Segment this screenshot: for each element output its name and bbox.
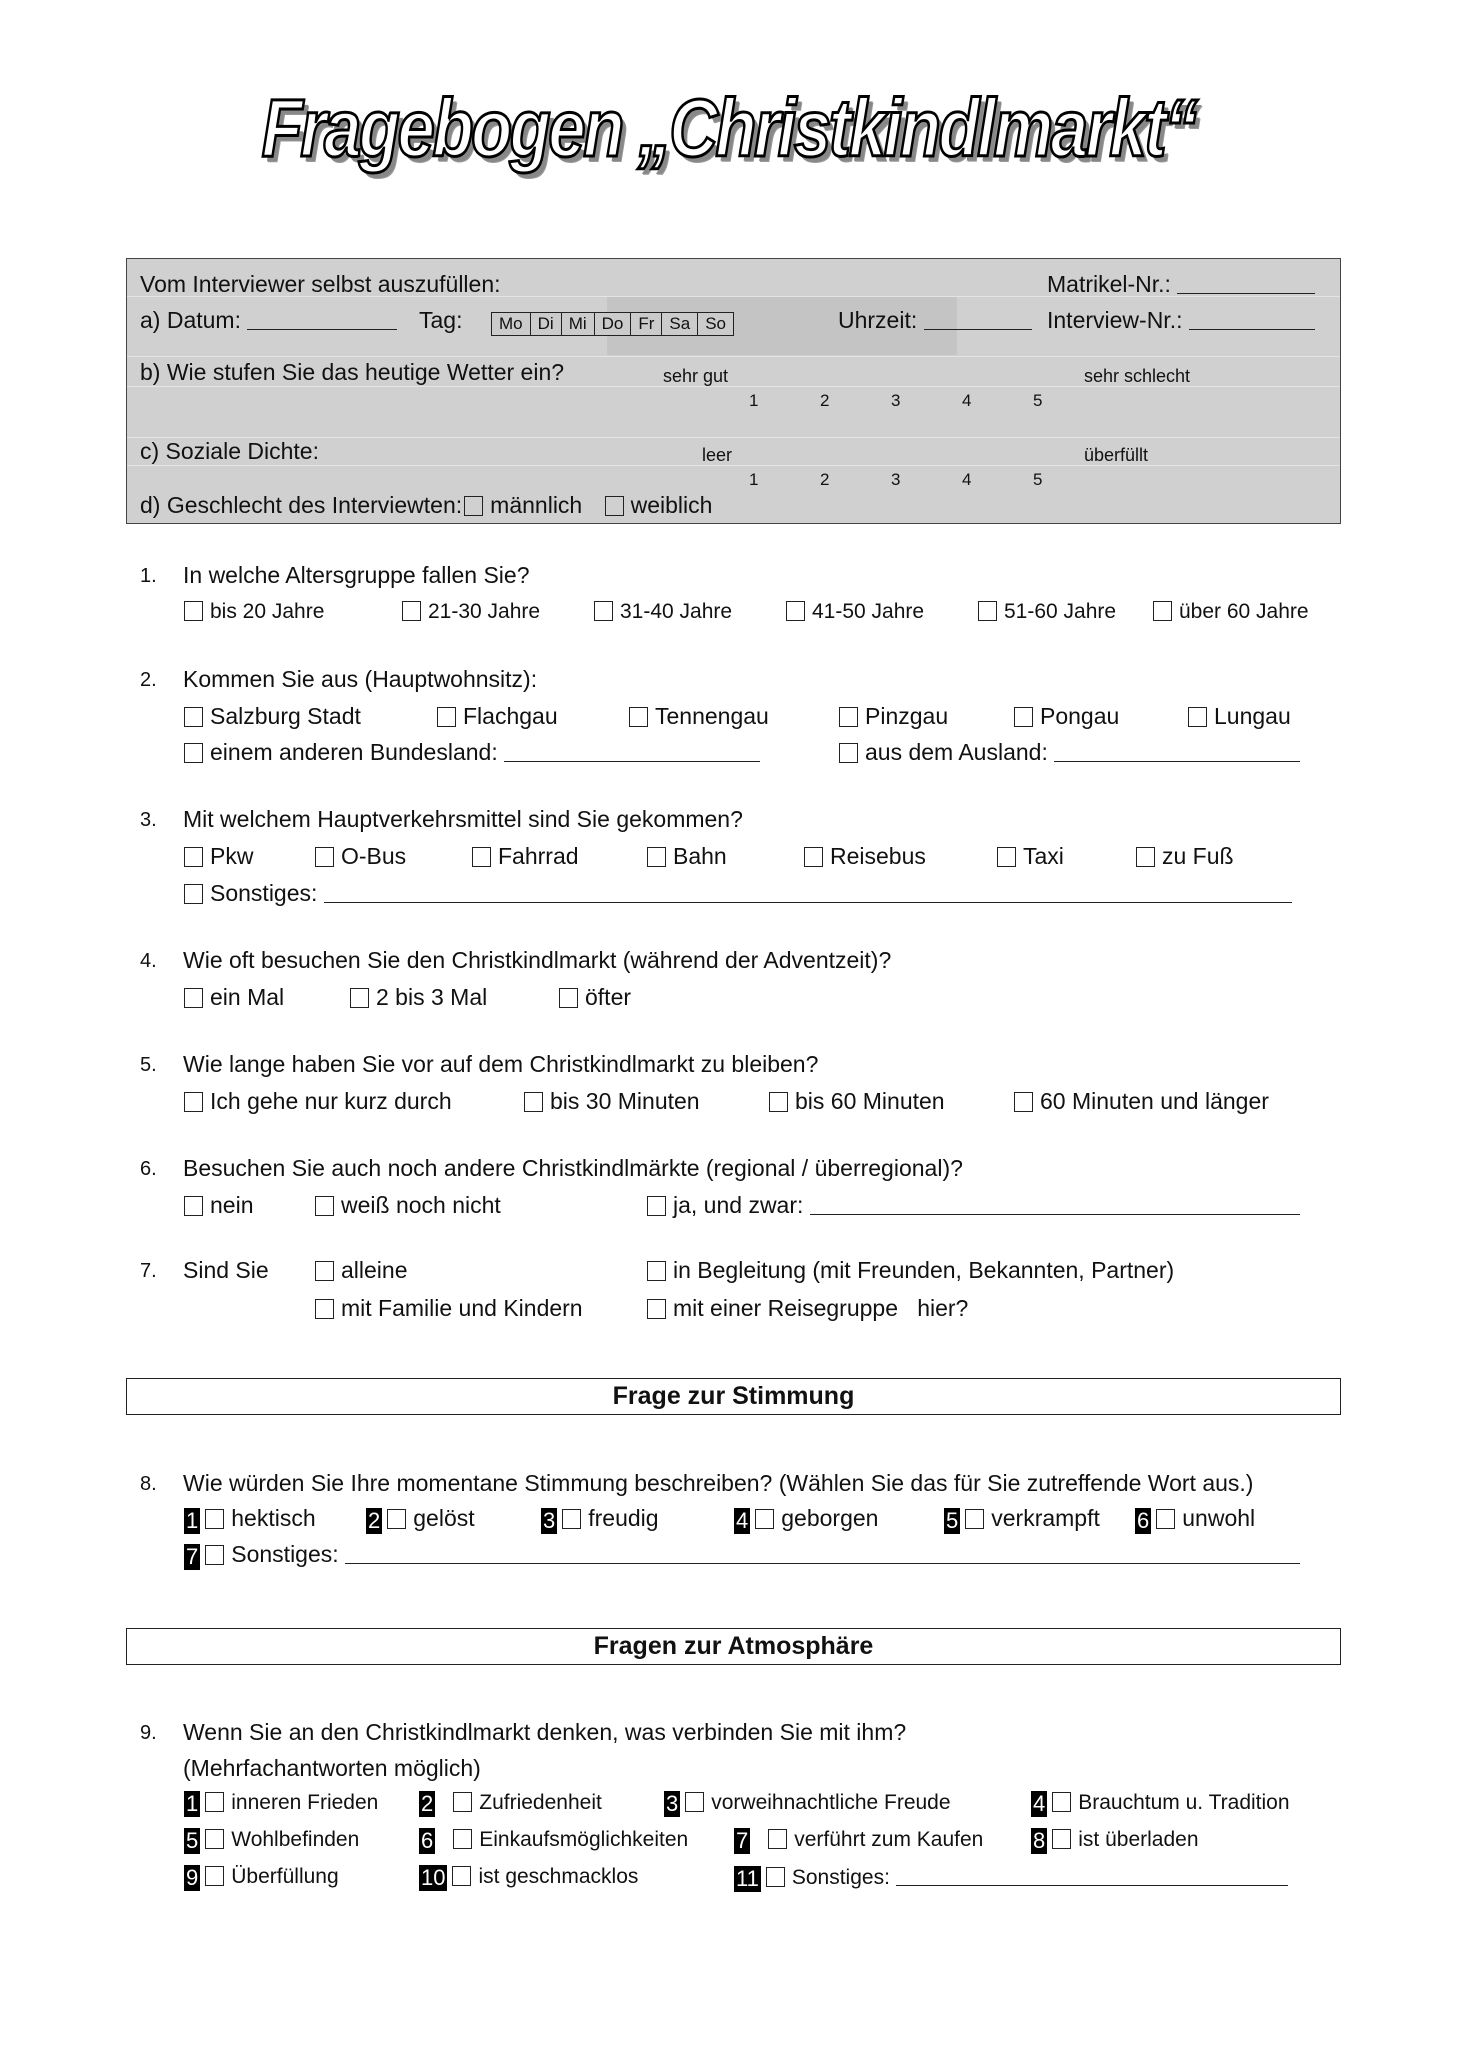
checkbox[interactable] bbox=[184, 988, 203, 1008]
option-weiss-nicht[interactable] bbox=[315, 1192, 501, 1219]
option-label: verkrampft bbox=[991, 1505, 1100, 1531]
density-scale-4[interactable]: 4 bbox=[962, 470, 972, 489]
option-verkrampft[interactable] bbox=[944, 1505, 1100, 1534]
sonstiges-stimmung-input[interactable] bbox=[345, 1543, 1300, 1564]
weather-scale-1[interactable]: 1 bbox=[749, 391, 759, 410]
checkbox[interactable] bbox=[1052, 1829, 1071, 1849]
uhrzeit-input[interactable] bbox=[924, 309, 1032, 330]
option-ja[interactable] bbox=[647, 1192, 1300, 1219]
checkbox[interactable] bbox=[205, 1792, 224, 1812]
option-label: 51-60 Jahre bbox=[1004, 600, 1117, 623]
option-label: bis 30 Minuten bbox=[550, 1088, 700, 1114]
option-label: verführt zum Kaufen bbox=[794, 1828, 984, 1851]
checkbox[interactable] bbox=[1156, 1509, 1175, 1529]
checkbox[interactable] bbox=[184, 601, 203, 621]
option-label: geborgen bbox=[781, 1505, 879, 1531]
weather-high-label: sehr schlecht bbox=[1084, 366, 1191, 386]
checkbox-weiblich[interactable] bbox=[605, 496, 624, 516]
option-label: 2 bis 3 Mal bbox=[376, 984, 488, 1010]
checkbox[interactable] bbox=[205, 1866, 224, 1886]
checkbox[interactable] bbox=[804, 847, 823, 867]
question-number: 2. bbox=[140, 669, 157, 691]
ja-input[interactable] bbox=[810, 1194, 1300, 1215]
checkbox[interactable] bbox=[594, 601, 613, 621]
checkbox[interactable] bbox=[184, 1092, 203, 1112]
option-fahrrad[interactable] bbox=[472, 843, 579, 870]
section-header-stimmung: Frage zur Stimmung bbox=[126, 1378, 1341, 1415]
number-badge: 7 bbox=[736, 1828, 749, 1853]
option-label: Sonstiges: bbox=[231, 1541, 339, 1567]
checkbox[interactable] bbox=[453, 1829, 472, 1849]
checkbox[interactable] bbox=[1014, 1092, 1033, 1112]
option-bis-20[interactable] bbox=[184, 600, 324, 624]
number-badge: 4 bbox=[736, 1508, 749, 1533]
checkbox[interactable] bbox=[647, 1196, 666, 1216]
divider bbox=[127, 356, 1340, 357]
option-geschmacklos[interactable] bbox=[419, 1865, 638, 1891]
option-label: bis 20 Jahre bbox=[210, 600, 325, 623]
option-reisebus[interactable] bbox=[804, 843, 926, 870]
question-number: 5. bbox=[140, 1054, 157, 1076]
interviewer-box bbox=[126, 258, 1341, 524]
number-badge: 2 bbox=[421, 1791, 434, 1816]
bundesland-input[interactable] bbox=[504, 741, 760, 762]
option-label: Lungau bbox=[1214, 703, 1291, 729]
gender-option-label: weiblich bbox=[630, 492, 713, 518]
question-suffix: hier? bbox=[917, 1295, 969, 1321]
option-label: Pongau bbox=[1040, 703, 1120, 729]
datum-label: a) Datum: bbox=[140, 307, 241, 333]
option-label: Brauchtum u. Tradition bbox=[1078, 1791, 1290, 1814]
option-label: in Begleitung (mit Freunden, Bekannten, Partner) bbox=[673, 1257, 1175, 1283]
weather-scale-2[interactable]: 2 bbox=[820, 391, 830, 410]
option-zu-fuss[interactable] bbox=[1136, 843, 1234, 870]
number-badge: 1 bbox=[186, 1791, 199, 1816]
checkbox[interactable] bbox=[1136, 847, 1155, 867]
checkbox[interactable] bbox=[184, 884, 203, 904]
checkbox[interactable] bbox=[205, 1829, 224, 1849]
number-badge: 8 bbox=[1033, 1828, 1046, 1853]
datum-field[interactable] bbox=[140, 307, 397, 334]
option-begleitung[interactable] bbox=[647, 1257, 1174, 1284]
option-label: gelöst bbox=[413, 1505, 475, 1531]
option-label: Zufriedenheit bbox=[479, 1791, 602, 1814]
option-60-plus[interactable] bbox=[1014, 1088, 1269, 1115]
option-anderes-bundesland[interactable] bbox=[184, 739, 760, 766]
option-label: Ich gehe nur kurz durch bbox=[210, 1088, 452, 1114]
density-low-label: leer bbox=[702, 445, 733, 465]
number-badge: 6 bbox=[421, 1828, 434, 1853]
option-geloest[interactable] bbox=[366, 1505, 475, 1534]
checkbox[interactable] bbox=[452, 1866, 471, 1886]
checkbox[interactable] bbox=[205, 1545, 224, 1565]
option-label: mit Familie und Kindern bbox=[341, 1295, 583, 1321]
option-51-60[interactable] bbox=[978, 600, 1116, 624]
checkbox[interactable] bbox=[766, 1867, 785, 1887]
option-label: aus dem Ausland: bbox=[865, 739, 1048, 765]
option-alleine[interactable] bbox=[315, 1257, 408, 1284]
option-label: ist geschmacklos bbox=[478, 1865, 639, 1888]
density-high-label: überfüllt bbox=[1084, 445, 1149, 465]
interview-nr-input[interactable] bbox=[1189, 309, 1315, 330]
gender-label: d) Geschlecht des Interviewten: bbox=[140, 492, 463, 518]
option-inneren-frieden[interactable] bbox=[184, 1791, 378, 1817]
checkbox[interactable] bbox=[315, 1299, 334, 1319]
checkbox[interactable] bbox=[768, 1829, 787, 1849]
option-label: Flachgau bbox=[463, 703, 558, 729]
option-verfuehrt[interactable] bbox=[734, 1828, 983, 1854]
option-sonstiges-atmo[interactable] bbox=[734, 1865, 1288, 1892]
interview-nr-field[interactable] bbox=[1047, 307, 1315, 334]
matrikel-input[interactable] bbox=[1177, 273, 1315, 294]
checkbox[interactable] bbox=[184, 707, 203, 727]
question-text: In welche Altersgruppe fallen Sie? bbox=[183, 562, 530, 588]
option-geborgen[interactable] bbox=[734, 1505, 878, 1534]
checkbox[interactable] bbox=[839, 707, 858, 727]
option-salzburg-stadt[interactable] bbox=[184, 703, 361, 730]
density-scale-5[interactable]: 5 bbox=[1033, 470, 1043, 489]
option-familie[interactable] bbox=[315, 1295, 583, 1322]
option-label: einem anderen Bundesland: bbox=[210, 739, 498, 765]
option-label: ist überladen bbox=[1078, 1828, 1199, 1851]
option-label: O-Bus bbox=[341, 843, 407, 869]
checkbox[interactable] bbox=[350, 988, 369, 1008]
day-selector bbox=[491, 312, 734, 336]
checkbox[interactable] bbox=[1153, 601, 1172, 621]
density-scale-2[interactable]: 2 bbox=[820, 470, 830, 489]
option-label: 41-50 Jahre bbox=[812, 600, 925, 623]
option-sonstiges-stimmung[interactable] bbox=[184, 1541, 1300, 1570]
checkbox[interactable] bbox=[647, 1261, 666, 1281]
number-badge: 2 bbox=[368, 1508, 381, 1533]
option-label: ein Mal bbox=[210, 984, 285, 1010]
option-label: ja, und zwar: bbox=[673, 1192, 804, 1218]
option-flachgau[interactable] bbox=[437, 703, 558, 730]
checkbox[interactable] bbox=[839, 743, 858, 763]
option-label: mit einer Reisegruppe bbox=[673, 1295, 899, 1321]
checkbox[interactable] bbox=[685, 1792, 704, 1812]
number-badge: 9 bbox=[186, 1865, 199, 1890]
option-sonstiges[interactable] bbox=[184, 880, 1292, 907]
question-number: 8. bbox=[140, 1473, 157, 1495]
option-ein-mal[interactable] bbox=[184, 984, 284, 1011]
page-title: Fragebogen „Christkindlmarkt“ bbox=[261, 83, 1196, 174]
checkbox[interactable] bbox=[1188, 707, 1207, 727]
question-number: 3. bbox=[140, 809, 157, 831]
option-ueberfuellung[interactable] bbox=[184, 1865, 339, 1891]
checkbox[interactable] bbox=[559, 988, 578, 1008]
weather-scale-4[interactable]: 4 bbox=[962, 391, 972, 410]
option-21-30[interactable] bbox=[402, 600, 540, 624]
option-bahn[interactable] bbox=[647, 843, 727, 870]
question-text: Wenn Sie an den Christkindlmarkt denken, was verbinden Sie mit ihm? bbox=[183, 1719, 907, 1745]
checkbox[interactable] bbox=[184, 1196, 203, 1216]
checkbox[interactable] bbox=[769, 1092, 788, 1112]
interviewer-heading: Vom Interviewer selbst auszufüllen: bbox=[140, 271, 501, 297]
checkbox[interactable] bbox=[786, 601, 805, 621]
weather-low-label: sehr gut bbox=[663, 366, 729, 386]
weather-label: b) Wie stufen Sie das heutige Wetter ein? bbox=[140, 359, 565, 385]
option-brauchtum[interactable] bbox=[1031, 1791, 1290, 1817]
option-pinzgau[interactable] bbox=[839, 703, 948, 730]
density-scale bbox=[749, 470, 1104, 490]
question-text: Wie lange haben Sie vor auf dem Christkindlmarkt zu bleiben? bbox=[183, 1051, 819, 1077]
day-di[interactable]: Di bbox=[531, 313, 562, 335]
number-badge: 6 bbox=[1137, 1508, 1150, 1533]
question-text: Wie würden Sie Ihre momentane Stimmung beschreiben? (Wählen Sie das für Sie zutreffende Wort aus.) bbox=[183, 1470, 1254, 1496]
sonstiges-atmo-input[interactable] bbox=[896, 1865, 1288, 1886]
option-label: Bahn bbox=[673, 843, 727, 869]
day-mi[interactable]: Mi bbox=[562, 313, 595, 335]
number-badge: 7 bbox=[186, 1544, 199, 1569]
option-unwohl[interactable] bbox=[1135, 1505, 1255, 1534]
question-number: 9. bbox=[140, 1722, 157, 1744]
option-bis-30[interactable] bbox=[524, 1088, 700, 1115]
interview-nr-label: Interview-Nr.: bbox=[1047, 307, 1183, 333]
option-label: weiß noch nicht bbox=[341, 1192, 501, 1218]
option-31-40[interactable] bbox=[594, 600, 732, 624]
option-kurz-durch[interactable] bbox=[184, 1088, 452, 1115]
question-number: 7. bbox=[140, 1260, 157, 1282]
day-mo[interactable]: Mo bbox=[492, 313, 531, 335]
option-label: Sonstiges: bbox=[791, 1866, 890, 1889]
option-einkaufsmoeglichkeiten[interactable] bbox=[419, 1828, 688, 1854]
checkbox[interactable] bbox=[524, 1092, 543, 1112]
option-label: vorweihnachtliche Freude bbox=[711, 1791, 951, 1814]
day-do[interactable]: Do bbox=[595, 313, 632, 335]
checkbox[interactable] bbox=[453, 1792, 472, 1812]
option-label: freudig bbox=[588, 1505, 659, 1531]
number-badge: 5 bbox=[946, 1508, 959, 1533]
option-label: Wohlbefinden bbox=[231, 1828, 360, 1851]
option-tennengau[interactable] bbox=[629, 703, 769, 730]
number-badge: 3 bbox=[666, 1791, 679, 1816]
option-label: Überfüllung bbox=[231, 1865, 339, 1888]
option-label: alleine bbox=[341, 1257, 408, 1283]
checkbox[interactable] bbox=[647, 847, 666, 867]
option-label: Taxi bbox=[1023, 843, 1064, 869]
checkbox[interactable] bbox=[562, 1509, 581, 1529]
option-lungau[interactable] bbox=[1188, 703, 1291, 730]
checkbox[interactable] bbox=[387, 1509, 406, 1529]
gender-option-label: männlich bbox=[490, 492, 583, 518]
option-label: bis 60 Minuten bbox=[795, 1088, 945, 1114]
number-badge: 4 bbox=[1033, 1791, 1046, 1816]
question-number: 1. bbox=[140, 565, 157, 587]
option-label: Pinzgau bbox=[865, 703, 949, 729]
uhrzeit-label: Uhrzeit: bbox=[838, 307, 918, 333]
option-label: Sonstiges: bbox=[210, 880, 318, 906]
option-hektisch[interactable] bbox=[184, 1505, 316, 1534]
day-so[interactable]: So bbox=[698, 313, 733, 335]
checkbox[interactable] bbox=[184, 743, 203, 763]
option-label: Tennengau bbox=[655, 703, 769, 729]
checkbox[interactable] bbox=[184, 847, 203, 867]
checkbox[interactable] bbox=[978, 601, 997, 621]
checkbox[interactable] bbox=[402, 601, 421, 621]
weather-scale-5[interactable]: 5 bbox=[1033, 391, 1043, 410]
option-label: 21-30 Jahre bbox=[428, 600, 541, 623]
gender-row bbox=[140, 492, 712, 519]
option-reisegruppe[interactable] bbox=[647, 1295, 968, 1322]
checkbox[interactable] bbox=[437, 707, 456, 727]
checkbox[interactable] bbox=[965, 1509, 984, 1529]
option-bis-60[interactable] bbox=[769, 1088, 945, 1115]
question-number: 6. bbox=[140, 1158, 157, 1180]
option-ausland[interactable] bbox=[839, 739, 1300, 766]
option-label: Fahrrad bbox=[498, 843, 579, 869]
datum-input[interactable] bbox=[247, 309, 397, 330]
checkbox[interactable] bbox=[1014, 707, 1033, 727]
option-label: zu Fuß bbox=[1162, 843, 1234, 869]
option-zufriedenheit[interactable] bbox=[419, 1791, 602, 1817]
density-scale-3[interactable]: 3 bbox=[891, 470, 901, 489]
checkbox[interactable] bbox=[315, 1196, 334, 1216]
matrikel-label: Matrikel-Nr.: bbox=[1047, 271, 1171, 297]
ausland-input[interactable] bbox=[1054, 741, 1300, 762]
option-label: hektisch bbox=[231, 1505, 316, 1531]
tag-label: Tag: bbox=[419, 307, 463, 333]
number-badge: 3 bbox=[543, 1508, 556, 1533]
weather-scale bbox=[749, 391, 1104, 411]
uhrzeit-field[interactable] bbox=[838, 307, 1032, 334]
option-vorweihnachtliche-freude[interactable] bbox=[664, 1791, 951, 1817]
option-wohlbefinden[interactable] bbox=[184, 1828, 359, 1854]
option-pkw[interactable] bbox=[184, 843, 253, 870]
checkbox[interactable] bbox=[629, 707, 648, 727]
checkbox[interactable] bbox=[997, 847, 1016, 867]
option-label: Einkaufsmöglichkeiten bbox=[479, 1828, 689, 1851]
question-number: 4. bbox=[140, 950, 157, 972]
question-text: Kommen Sie aus (Hauptwohnsitz): bbox=[183, 666, 538, 692]
question-text: Mit welchem Hauptverkehrsmittel sind Sie gekommen? bbox=[183, 806, 743, 832]
option-label: Salzburg Stadt bbox=[210, 703, 361, 729]
option-label: 60 Minuten und länger bbox=[1040, 1088, 1269, 1114]
option-2-bis-3-mal[interactable] bbox=[350, 984, 487, 1011]
option-label: unwohl bbox=[1182, 1505, 1256, 1531]
checkbox[interactable] bbox=[647, 1299, 666, 1319]
question-text: Sind Sie bbox=[183, 1257, 269, 1283]
matrikel-field[interactable] bbox=[1047, 271, 1315, 298]
day-fr[interactable]: Fr bbox=[631, 313, 662, 335]
option-41-50[interactable] bbox=[786, 600, 924, 624]
checkbox[interactable] bbox=[755, 1509, 774, 1529]
question-text: Besuchen Sie auch noch andere Christkindlmärkte (regional / überregional)? bbox=[183, 1155, 963, 1181]
weather-scale-3[interactable]: 3 bbox=[891, 391, 901, 410]
density-label: c) Soziale Dichte: bbox=[140, 438, 319, 464]
number-badge: 5 bbox=[186, 1828, 199, 1853]
density-scale-1[interactable]: 1 bbox=[749, 470, 759, 489]
option-label: inneren Frieden bbox=[231, 1791, 379, 1814]
checkbox-maennlich[interactable] bbox=[464, 496, 483, 516]
question-subtext: (Mehrfachantworten möglich) bbox=[183, 1755, 481, 1781]
option-ueberladen[interactable] bbox=[1031, 1828, 1199, 1854]
option-label: Reisebus bbox=[830, 843, 926, 869]
section-header-atmosphaere: Fragen zur Atmosphäre bbox=[126, 1628, 1341, 1665]
option-taxi[interactable] bbox=[997, 843, 1064, 870]
checkbox[interactable] bbox=[1052, 1792, 1071, 1812]
number-badge: 11 bbox=[736, 1866, 759, 1891]
day-sa[interactable]: Sa bbox=[662, 313, 698, 335]
option-oefter[interactable] bbox=[559, 984, 631, 1011]
number-badge: 1 bbox=[186, 1508, 199, 1533]
option-label: Pkw bbox=[210, 843, 254, 869]
option-freudig[interactable] bbox=[541, 1505, 659, 1534]
option-ueber-60[interactable] bbox=[1153, 600, 1309, 624]
option-label: öfter bbox=[585, 984, 632, 1010]
checkbox[interactable] bbox=[472, 847, 491, 867]
question-text: Wie oft besuchen Sie den Christkindlmarkt (während der Adventzeit)? bbox=[183, 947, 892, 973]
checkbox[interactable] bbox=[205, 1509, 224, 1529]
divider bbox=[127, 465, 1340, 466]
sonstiges-input[interactable] bbox=[324, 882, 1292, 903]
option-label: über 60 Jahre bbox=[1179, 600, 1309, 623]
option-pongau[interactable] bbox=[1014, 703, 1119, 730]
option-o-bus[interactable] bbox=[315, 843, 406, 870]
option-label: nein bbox=[210, 1192, 254, 1218]
option-nein[interactable] bbox=[184, 1192, 253, 1219]
checkbox[interactable] bbox=[315, 847, 334, 867]
number-badge: 10 bbox=[421, 1865, 446, 1890]
checkbox[interactable] bbox=[315, 1261, 334, 1281]
option-label: 31-40 Jahre bbox=[620, 600, 733, 623]
